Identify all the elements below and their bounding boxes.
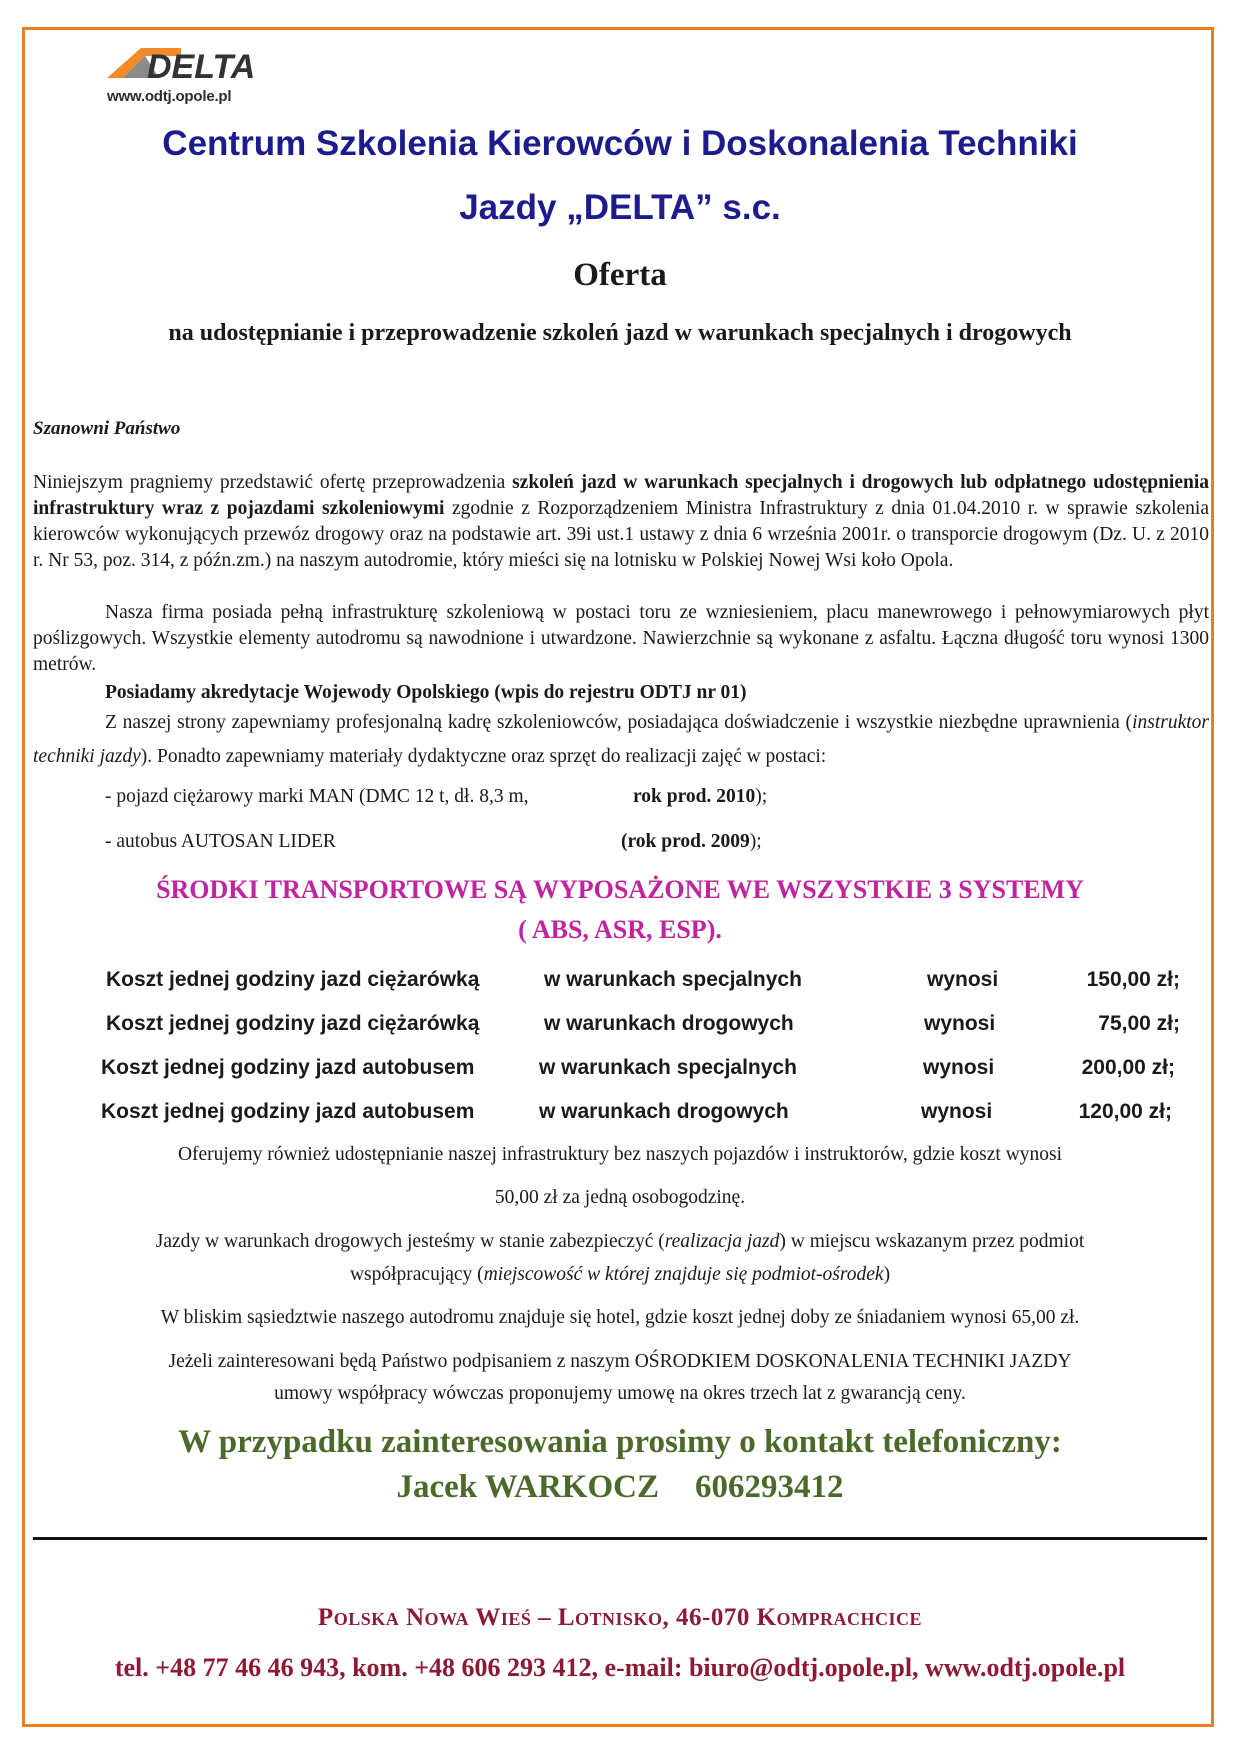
vehicle-truck-tail: ); <box>755 786 768 807</box>
cost-row-3-label: Koszt jednej godziny jazd autobusem <box>101 1056 475 1079</box>
cost-row-1-price: 150,00 zł; <box>1086 968 1180 991</box>
intro-text-bold: szkoleń jazd w warunkach specjalnych i drogowych lub odpłatnego udostępnienia infrastruktury wraz z pojazdami szkoleniowymi <box>33 472 1209 519</box>
vehicle-bus-year <box>621 831 762 853</box>
infra-line-1: Oferujemy również udostępnianie naszej infrastruktury bez naszych pojazdów i instruktorów, gdzie koszt wynosi <box>177 1144 1063 1165</box>
systems-line-1: ŚRODKI TRANSPORTOWE SĄ WYPOSAŻONE WE WSZYSTKIE 3 SYSTEMY <box>156 875 1084 904</box>
road-text-c: współpracujący ( <box>349 1264 484 1285</box>
vehicle-bus-name: - autobus AUTOSAN LIDER <box>105 831 336 852</box>
paragraph-infrastructure: Nasza firma posiada pełną infrastrukturę szkoleniową w postaci toru ze wzniesieniem, placu manewrowego i pełnowymiarowych płyt poślizgowych. Wszystkie elementy autodromu są nawodnione i utwardzone. Nawierzchnie są wykonane z asfaltu. Łączna długość toru wynosi 1300 metrów. <box>33 602 1209 675</box>
contact-name: Jacek WARKOCZ <box>396 1469 659 1505</box>
contact-phone[interactable]: 606293412 <box>695 1469 844 1505</box>
intro-text-a: Niniejszym pragniemy przedstawić ofertę przeprowadzenia <box>33 472 513 493</box>
cost-row-4-price: 120,00 zł; <box>1078 1100 1172 1123</box>
divider <box>33 1537 1207 1540</box>
cost-row-1-conditions: w warunkach specjalnych <box>544 968 802 991</box>
logo-brand: DELTA <box>147 48 256 86</box>
hotel-line: W bliskim sąsiedztwie naszego autodromu znajduje się hotel, gdzie koszt jednej doby ze śniadaniem wynosi 65,00 zł. <box>160 1307 1080 1328</box>
road-text-a: Jazdy w warunkach drogowych jesteśmy w stanie zabezpieczyć ( <box>155 1231 665 1252</box>
footer-contacts: tel. +48 77 46 46 943, kom. +48 606 293 412, e-mail: biuro@odtj.opole.pl, www.odtj.opole.pl <box>114 1653 1126 1682</box>
cost-row-2-price: 75,00 zł; <box>1098 1012 1180 1035</box>
systems-line-2: ( ABS, ASR, ESP). <box>518 915 722 944</box>
staff-text-a: Z naszej strony zapewniamy profesjonalną kadrę szkoleniowców, posiadająca doświadczenie i wszystkie niezbędne uprawnienia ( <box>105 712 1133 733</box>
cost-row-4-conditions: w warunkach drogowych <box>539 1100 789 1123</box>
greeting: Szanowni Państwo <box>33 418 181 439</box>
cost-row-1-label: Koszt jednej godziny jazd ciężarówką <box>106 968 480 991</box>
road-text-italic-1: realizacja jazd <box>664 1231 780 1252</box>
offer-heading: Oferta <box>573 257 667 293</box>
vehicle-bus-tail: ); <box>749 831 762 852</box>
paragraph-staff <box>33 706 1209 774</box>
cost-row-4-label: Koszt jednej godziny jazd autobusem <box>101 1100 475 1123</box>
contract-line-1: Jeżeli zainteresowani będą Państwo podpisaniem z naszym OŚRODKIEM DOSKONALENIA TECHNIKI JAZDY <box>168 1351 1072 1372</box>
staff-text-italic: instruktor techniki jazdy <box>33 712 1209 767</box>
cost-row-2-conditions: w warunkach drogowych <box>544 1012 794 1035</box>
road-text-b: ) w miejscu wskazanym przez podmiot <box>779 1231 1085 1252</box>
contract-line-2: umowy współpracy wówczas proponujemy umowę na okres trzech lat z gwarancją ceny. <box>274 1383 966 1404</box>
vehicle-truck-name: - pojazd ciężarowy marki MAN (DMC 12 t, dł. 8,3 m, <box>105 786 529 807</box>
footer-address: Polska Nowa Wieś – Lotnisko, 46-070 Komprachcice <box>317 1604 923 1631</box>
vehicle-truck-year <box>633 786 767 808</box>
logo-roof-icon <box>107 42 267 92</box>
road-line-1 <box>40 1231 1200 1253</box>
contact-line-1: W przypadku zainteresowania prosimy o kontakt telefoniczny: <box>178 1424 1062 1460</box>
vehicle-bus-year-text: (rok prod. 2009 <box>621 831 750 852</box>
vehicle-truck-year-text: rok prod. 2010 <box>633 786 756 807</box>
cost-row-2-verb: wynosi <box>924 1012 996 1035</box>
infra-line-2: 50,00 zł za jedną osobogodzinę. <box>494 1187 746 1208</box>
road-text-d: ) <box>883 1264 891 1285</box>
cost-row-1-verb: wynosi <box>927 968 999 991</box>
title-line-1: Centrum Szkolenia Kierowców i Doskonalenia Techniki <box>162 124 1078 163</box>
cost-row-4-verb: wynosi <box>921 1100 993 1123</box>
staff-text-b: ). Ponadto zapewniamy materiały dydaktyczne oraz sprzęt do realizacji zajęć w postaci: <box>140 746 827 767</box>
accreditation-line: Posiadamy akredytacje Wojewody Opolskiego (wpis do rejestru ODTJ nr 01) <box>105 682 747 703</box>
road-text-italic-2: miejscowość w której znajduje się podmiot-ośrodek <box>483 1264 884 1285</box>
offer-subtitle: na udostępnianie i przeprowadzenie szkoleń jazd w warunkach specjalnych i drogowych <box>168 320 1072 346</box>
cost-row-3-price: 200,00 zł; <box>1081 1056 1175 1079</box>
paragraph-intro <box>33 470 1209 574</box>
intro-text-c: zgodnie z Rozporządzeniem Ministra Infrastruktury z dnia 01.04.2010 r. w sprawie szkolenia kierowców wykonujących przewóz drogowy oraz na podstawie art. 39i ust.1 ustawy z dnia 6 września 2001r. o transporcie drogowym (Dz. U. z 2010 r. Nr 53, poz. 314, z późn.zm.) na naszym autodromie, który mieści się na lotnisku w Polskiej Nowej Wsi koło Opola. <box>33 498 1209 571</box>
cost-row-3-verb: wynosi <box>923 1056 995 1079</box>
logo-url: www.odtj.opole.pl <box>107 88 232 105</box>
delta-logo <box>107 42 267 112</box>
cost-row-2-label: Koszt jednej godziny jazd ciężarówką <box>106 1012 480 1035</box>
title-line-2: Jazdy „DELTA” s.c. <box>459 188 781 227</box>
cost-row-3-conditions: w warunkach specjalnych <box>539 1056 797 1079</box>
contact-person <box>40 1469 1200 1506</box>
road-line-2 <box>40 1264 1200 1286</box>
